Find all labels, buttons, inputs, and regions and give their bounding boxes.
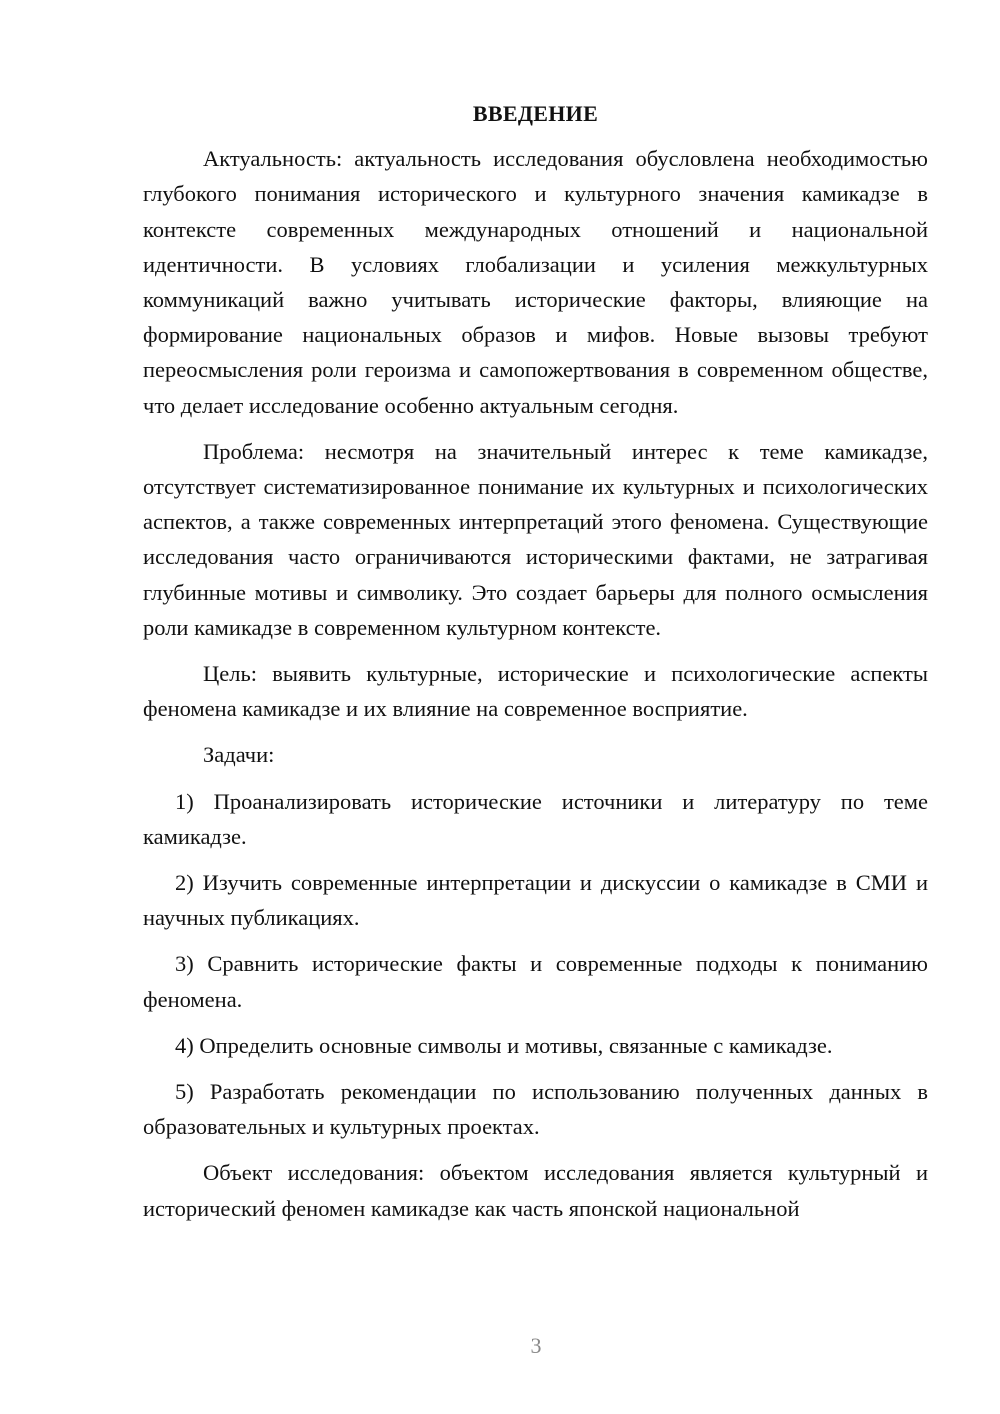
tasks-label: Задачи: — [203, 742, 275, 768]
task-item-2: 2) Изучить современные интерпретации и дискуссии о камикадзе в СМИ и научных публикациях. — [143, 870, 928, 931]
page-content — [143, 96, 928, 1226]
task-item-5: 5) Разработать рекомендации по использованию полученных данных в образовательных и культурных проектах. — [143, 1079, 928, 1140]
paragraph-goal: Цель: выявить культурные, исторические и психологические аспекты феномена камикадзе и их влияние на современное восприятие. — [143, 661, 928, 722]
paragraph-relevance: Актуальность: актуальность исследования обусловлена необходимостью глубокого понимания исторического и культурного значения камикадзе в контексте современных международных отношений и национальной идентичности. В условиях глобализации и усиления межкультурных коммуникаций важно учитывать исторические факторы, влияющие на формирование национальных образов и мифов. Новые вызовы требуют переосмысления роли героизма и самопожертвования в современном обществе, что делает исследование особенно актуальным сегодня. — [143, 146, 928, 418]
paragraph-object: Объект исследования: объектом исследования является культурный и исторический феномен камикадзе как часть японской национальной — [143, 1160, 928, 1221]
section-title: ВВЕДЕНИЕ — [472, 101, 599, 126]
task-item-1: 1) Проанализировать исторические источники и литературу по теме камикадзе. — [143, 788, 928, 849]
paragraph-problem: Проблема: несмотря на значительный интерес к теме камикадзе, отсутствует систематизированное понимание их культурных и психологических аспектов, а также современных интерпретаций этого феномена. Существующие исследования часто ограничиваются историческими фактами, не затрагивая глубинные мотивы и символику. Это создает барьеры для полного осмысления роли камикадзе в современном культурном контексте. — [143, 438, 928, 640]
task-item-3: 3) Сравнить исторические факты и современные подходы к пониманию феномена. — [143, 951, 928, 1012]
task-item-4: 4) Определить основные символы и мотивы, связанные с камикадзе. — [175, 1032, 833, 1058]
page-number: 3 — [530, 1333, 542, 1358]
